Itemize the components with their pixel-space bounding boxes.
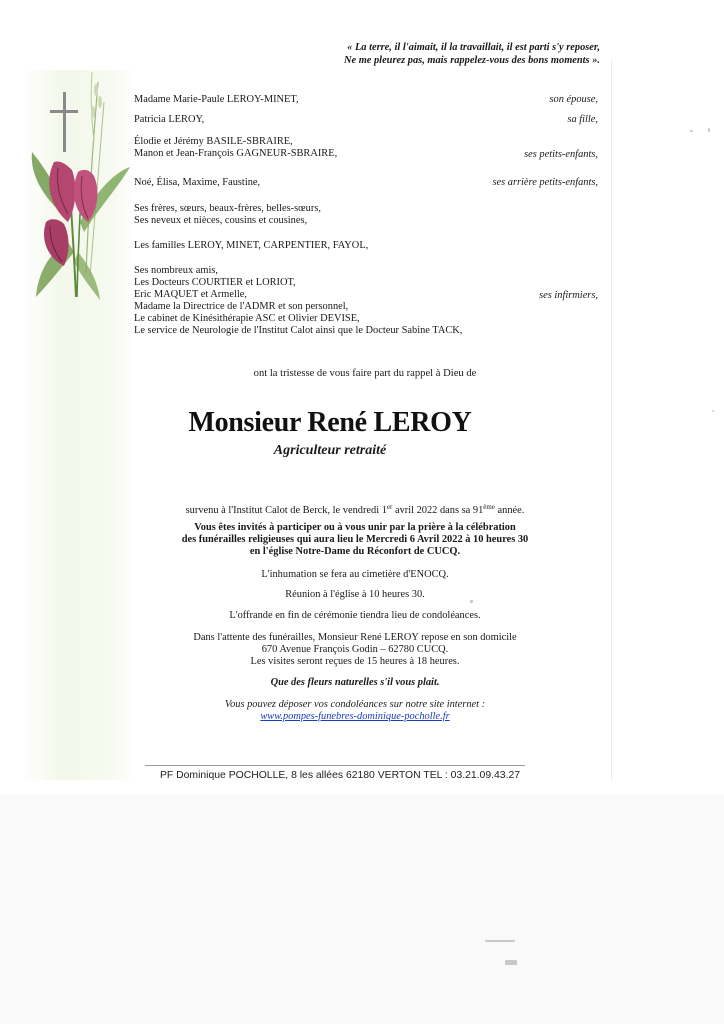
- scan-speck: [485, 940, 515, 942]
- family-name: Madame Marie-Paule LEROY-MINET,: [134, 94, 299, 105]
- scan-speck: [712, 410, 714, 412]
- death-superscript: ème: [483, 503, 495, 511]
- quote-line-2: Ne me pleurez pas, mais rappelez-vous des bons moments ».: [343, 55, 600, 66]
- death-text: avril 2022 dans sa 91: [392, 505, 484, 516]
- family-name: Ses frères, sœurs, beaux-frères, belles-sœurs,: [134, 203, 321, 214]
- family-name: Les Docteurs COURTIER et LORIOT,: [134, 277, 296, 288]
- family-name: Ses nombreux amis,: [134, 265, 218, 276]
- scan-speck: [505, 960, 517, 965]
- visits-line: Les visites seront reçues de 15 heures à 18 heures.: [250, 656, 460, 667]
- invitation-line: en l'église Notre-Dame du Réconfort de CUCQ.: [249, 546, 461, 557]
- scan-speck: [470, 600, 473, 603]
- family-name: Ses neveux et nièces, cousins et cousines,: [134, 215, 308, 226]
- family-name: Eric MAQUET et Armelle,: [134, 289, 247, 300]
- family-name: Manon et Jean-François GAGNEUR-SBRAIRE,: [134, 148, 338, 159]
- quote-line-1: « La terre, il l'aimait, il la travaillait, il est parti s'y reposer,: [347, 42, 600, 53]
- flowers-note: Que des fleurs naturelles s'il vous plait.: [270, 677, 440, 688]
- family-relation: ses petits-enfants,: [524, 149, 598, 160]
- footer-divider: [145, 765, 525, 766]
- deceased-profession: Agriculteur retraité: [273, 443, 387, 458]
- death-details: [120, 501, 590, 517]
- announcement-text: ont la tristesse de vous faire part du rappel à Dieu de: [253, 368, 477, 379]
- family-name: Madame la Directrice de l'ADMR et son personnel,: [134, 301, 349, 312]
- scan-speck: [708, 128, 710, 132]
- condolences-text: Vous pouvez déposer vos condoléances sur notre site internet :: [224, 699, 486, 710]
- offering-text: L'offrande en fin de cérémonie tiendra lieu de condoléances.: [229, 610, 481, 621]
- funeral-invitation: [120, 522, 590, 558]
- family-name: Élodie et Jérémy BASILE-SBRAIRE,: [134, 136, 293, 147]
- epitaph-quote: [200, 41, 600, 67]
- deceased-name: Monsieur René LEROY: [188, 407, 472, 438]
- family-name: Noé, Élisa, Maxime, Faustine,: [134, 177, 261, 188]
- death-text: année.: [494, 505, 525, 516]
- footer-contact: PF Dominique POCHOLLE, 8 les allées 62180 VERTON TEL : 03.21.09.43.27: [159, 770, 521, 781]
- family-relation: ses infirmiers,: [539, 290, 598, 301]
- scan-speck: [690, 130, 693, 132]
- condolences-link[interactable]: www.pompes-funebres-dominique-pocholle.fr: [260, 711, 450, 722]
- family-name: Patricia LEROY,: [134, 114, 205, 125]
- meeting-text: Réunion à l'église à 10 heures 30.: [285, 589, 425, 600]
- invitation-line: des funérailles religieuses qui aura lieu le Mercredi 6 Avril 2022 à 10 heures 30: [181, 534, 529, 545]
- family-name: Les familles LEROY, MINET, CARPENTIER, FAYOL,: [134, 240, 369, 251]
- scan-lower-area: [0, 795, 724, 1024]
- family-group: [134, 136, 337, 160]
- family-relation: sa fille,: [567, 114, 598, 125]
- burial-text: L'inhumation se fera au cimetière d'ENOCQ.: [261, 569, 449, 580]
- visits-info: [120, 632, 590, 668]
- family-group: [134, 265, 462, 337]
- death-text: survenu à l'Institut Calot de Berck, le vendredi 1: [185, 505, 387, 516]
- family-name: Le cabinet de Kinésithérapie ASC et Olivier DEVISE,: [134, 313, 360, 324]
- page-edge-line: [611, 60, 612, 780]
- death-superscript: er: [386, 503, 393, 511]
- family-group: [134, 203, 321, 227]
- invitation-line: Vous êtes invités à participer ou à vous unir par la prière à la célébration: [194, 522, 516, 533]
- lily-and-cross-icon: [20, 72, 150, 302]
- condolences-info: [120, 699, 590, 723]
- family-name: Le service de Neurologie de l'Institut Calot ainsi que le Docteur Sabine TACK,: [134, 325, 463, 336]
- visits-line: Dans l'attente des funérailles, Monsieur René LEROY repose en son domicile: [193, 632, 517, 643]
- visits-line: 670 Avenue François Godin – 62780 CUCQ.: [261, 644, 449, 655]
- family-relation: son épouse,: [549, 94, 598, 105]
- family-relation: ses arrière petits-enfants,: [492, 177, 598, 188]
